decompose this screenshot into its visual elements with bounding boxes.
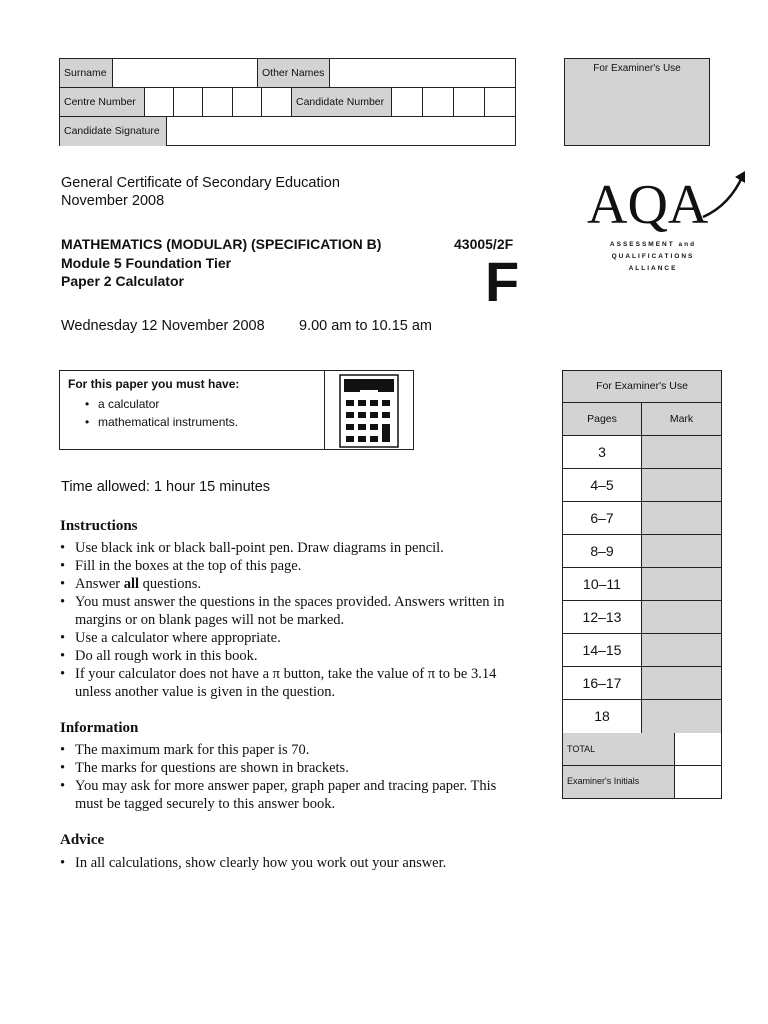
information-heading: Information	[60, 720, 139, 736]
examiner-table-row	[563, 700, 721, 733]
instruction-item: • Answer all questions.	[60, 575, 510, 593]
paper-title: Paper 2 Calculator	[61, 273, 184, 289]
aqa-logo-line1: ASSESSMENT and	[609, 241, 697, 248]
advice-heading: Advice	[60, 832, 105, 848]
aqa-logo	[585, 165, 755, 280]
instruction-item: • If your calculator does not have a π button, take the value of π to be 3.14 unless another value is given in the question.	[60, 665, 510, 701]
examiner-table-row	[563, 601, 721, 634]
time-allowed: Time allowed: 1 hour 15 minutes	[61, 479, 271, 495]
must-have-item: • mathematical instruments.	[98, 413, 238, 431]
signature-label: Candidate Signature	[60, 117, 167, 146]
pages-cell: 4–5	[563, 469, 642, 501]
information-item: • The marks for questions are shown in brackets.	[60, 759, 510, 777]
pages-cell: 3	[563, 436, 642, 468]
must-have-title: For this paper you must have:	[68, 377, 240, 391]
mark-header: Mark	[642, 403, 721, 435]
initials-row	[563, 766, 721, 798]
mark-cell[interactable]	[642, 469, 721, 501]
other-names-field[interactable]	[330, 59, 517, 87]
candidate-number-box[interactable]	[423, 88, 454, 116]
aqa-logo-line2: QUALIFICATIONS	[611, 253, 695, 260]
examiner-table-title: For Examiner's Use	[563, 371, 721, 403]
examiner-table-row	[563, 568, 721, 601]
instruction-item: • Use a calculator where appropriate.	[60, 629, 510, 647]
exam-date: Wednesday 12 November 2008	[61, 318, 265, 334]
other-names-label: Other Names	[258, 59, 330, 87]
total-row	[563, 733, 721, 766]
mark-cell[interactable]	[642, 502, 721, 534]
instruction-item: • Use black ink or black ball-point pen. Draw diagrams in pencil.	[60, 539, 510, 557]
exam-time: 9.00 am to 10.15 am	[299, 318, 432, 334]
examiner-table-row	[563, 436, 721, 469]
centre-number-box[interactable]	[145, 88, 174, 116]
subject-title: MATHEMATICS (MODULAR) (SPECIFICATION B)	[61, 236, 382, 252]
advice-list	[60, 854, 510, 872]
examiner-table-row	[563, 469, 721, 502]
pages-cell: 18	[563, 700, 642, 733]
pages-cell: 8–9	[563, 535, 642, 567]
signature-field[interactable]	[167, 117, 517, 146]
pages-cell: 14–15	[563, 634, 642, 666]
mark-cell[interactable]	[642, 700, 721, 733]
mark-cell[interactable]	[642, 667, 721, 699]
centre-number-box[interactable]	[262, 88, 292, 116]
mark-cell[interactable]	[642, 535, 721, 567]
candidate-number-box[interactable]	[485, 88, 517, 116]
advice-item: • In all calculations, show clearly how you work out your answer.	[60, 854, 510, 872]
module-title: Module 5 Foundation Tier	[61, 255, 232, 271]
qualification-title: General Certificate of Secondary Education	[61, 175, 340, 191]
instruction-item: • You must answer the questions in the spaces provided. Answers written in margins or on blank pages will not be marked.	[60, 593, 510, 629]
instruction-item: • Fill in the boxes at the top of this page.	[60, 557, 510, 575]
surname-field[interactable]	[113, 59, 258, 87]
aqa-logo-text: AQA	[587, 174, 709, 235]
mark-cell[interactable]	[642, 568, 721, 600]
centre-number-box[interactable]	[233, 88, 262, 116]
examiner-marks-table	[562, 370, 722, 799]
total-field[interactable]	[675, 733, 721, 765]
surname-row	[60, 59, 515, 88]
pages-cell: 12–13	[563, 601, 642, 633]
mark-cell[interactable]	[642, 436, 721, 468]
pages-cell: 6–7	[563, 502, 642, 534]
examiner-table-row	[563, 667, 721, 700]
exam-session: November 2008	[61, 193, 165, 209]
information-item: • You may ask for more answer paper, graph paper and tracing paper. This must be tagged securely to this answer book.	[60, 777, 510, 813]
initials-label: Examiner's Initials	[563, 766, 675, 798]
examiner-use-label: For Examiner's Use	[593, 63, 681, 74]
aqa-logo-line3: ALLIANCE	[628, 265, 678, 272]
paper-code: 43005/2F	[454, 236, 514, 252]
signature-row	[60, 117, 515, 146]
pages-header: Pages	[563, 403, 642, 435]
information-item: • The maximum mark for this paper is 70.	[60, 741, 510, 759]
numbers-row	[60, 88, 515, 117]
aqa-logo-mark	[585, 165, 755, 235]
must-have-item: • a calculator	[98, 395, 238, 413]
examiner-table-header-row	[563, 403, 721, 436]
instruction-item: • Do all rough work in this book.	[60, 647, 510, 665]
centre-number-box[interactable]	[174, 88, 203, 116]
total-label: TOTAL	[563, 733, 675, 765]
candidate-number-box[interactable]	[454, 88, 485, 116]
mark-cell[interactable]	[642, 634, 721, 666]
instructions-heading: Instructions	[60, 518, 138, 534]
information-list	[60, 741, 510, 813]
candidate-number-label: Candidate Number	[292, 88, 392, 116]
mark-cell[interactable]	[642, 601, 721, 633]
calculator-icon	[339, 374, 399, 448]
candidate-details-box	[59, 58, 516, 146]
examiner-table-row	[563, 502, 721, 535]
instructions-list	[60, 539, 510, 701]
candidate-number-box[interactable]	[392, 88, 423, 116]
pages-cell: 16–17	[563, 667, 642, 699]
centre-number-box[interactable]	[203, 88, 233, 116]
examiner-use-box-top	[564, 58, 710, 146]
surname-label: Surname	[60, 59, 113, 87]
tier-letter: F	[485, 250, 520, 313]
examiner-table-row	[563, 535, 721, 568]
must-have-box	[59, 370, 414, 450]
initials-field[interactable]	[675, 766, 721, 798]
centre-number-label: Centre Number	[60, 88, 145, 116]
pages-cell: 10–11	[563, 568, 642, 600]
examiner-table-row	[563, 634, 721, 667]
